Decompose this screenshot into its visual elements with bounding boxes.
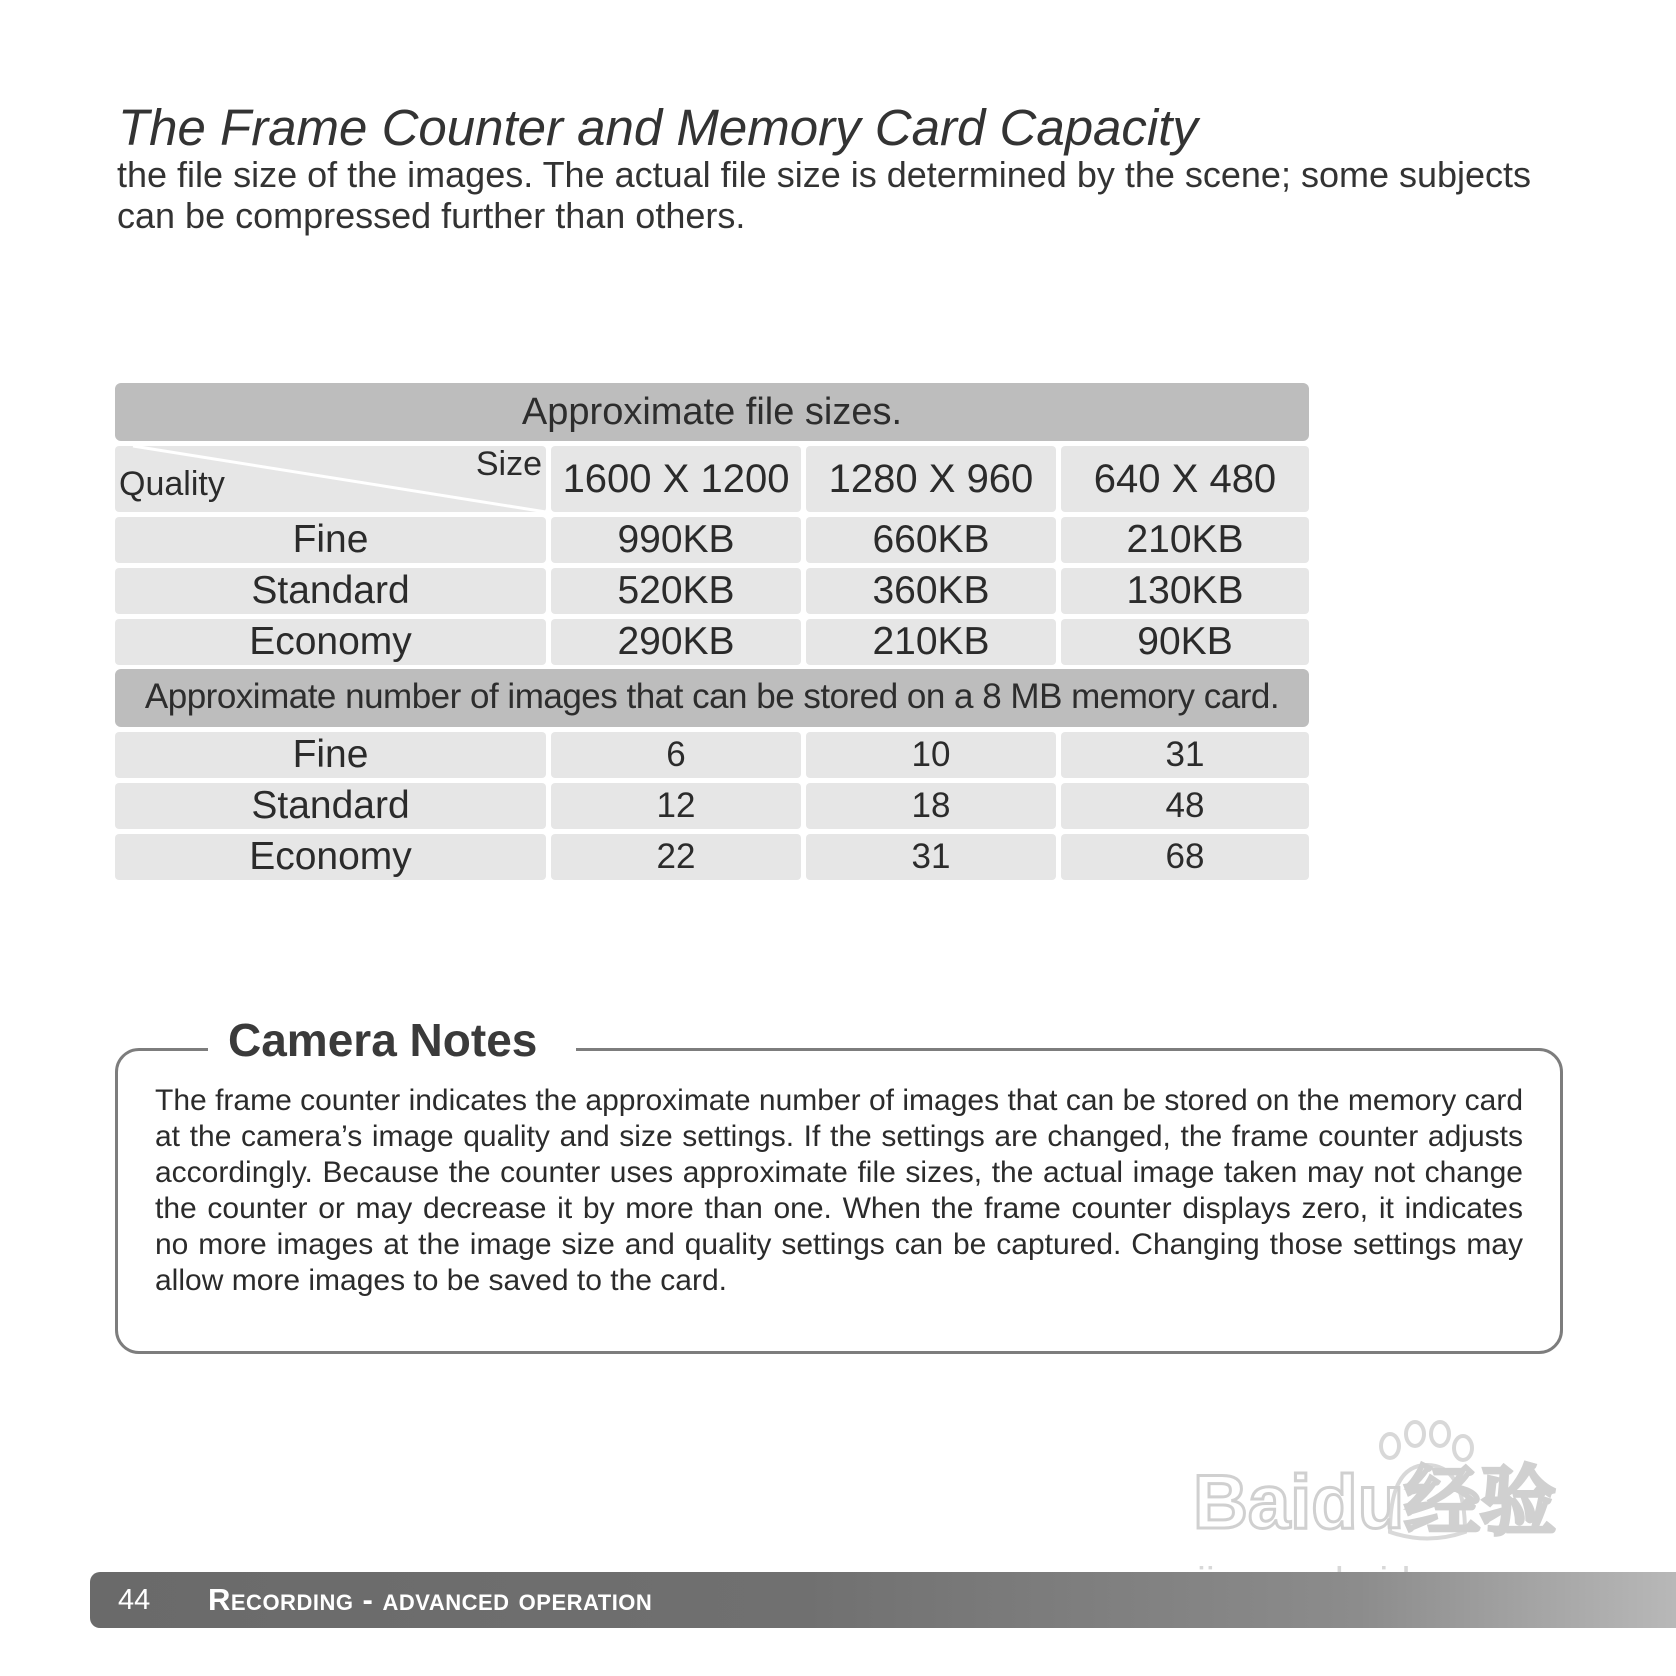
table-cell: 18	[806, 783, 1056, 829]
table-row	[115, 732, 1309, 778]
table-cell: 31	[806, 834, 1056, 880]
table-cell: 12	[551, 783, 801, 829]
quality-label: Standard	[115, 783, 546, 829]
section-title: Recording - advanced operation	[208, 1582, 653, 1617]
table-cell: 31	[1061, 732, 1309, 778]
table-cell: 290KB	[551, 619, 801, 665]
table-cell: 360KB	[806, 568, 1056, 614]
table-row	[115, 834, 1309, 880]
table-cell: 520KB	[551, 568, 801, 614]
size-axis-label: Size	[475, 445, 542, 483]
table-cell: 90KB	[1061, 619, 1309, 665]
table-row	[115, 783, 1309, 829]
table-cell: 6	[551, 732, 801, 778]
table-row	[115, 619, 1309, 665]
image-count-title-bar: Approximate number of images that can be stored on a 8 MB memory card.	[115, 669, 1309, 727]
column-header: 1280 X 960	[806, 446, 1056, 512]
table-cell: 22	[551, 834, 801, 880]
table-cell: 48	[1061, 783, 1309, 829]
camera-notes-title: Camera Notes	[228, 1014, 538, 1066]
table-cell: 130KB	[1061, 568, 1309, 614]
quality-axis-label: Quality	[119, 465, 225, 503]
table-cell: 210KB	[1061, 517, 1309, 563]
page-number: 44	[118, 1584, 151, 1616]
table-row	[115, 568, 1309, 614]
watermark-brand: Baidu经验	[1193, 1460, 1557, 1545]
page-title: The Frame Counter and Memory Card Capacity	[118, 99, 1198, 156]
column-header: 640 X 480	[1061, 446, 1309, 512]
quality-label: Economy	[115, 834, 546, 880]
quality-label: Economy	[115, 619, 546, 665]
capacity-table	[115, 383, 1309, 880]
quality-label: Fine	[115, 732, 546, 778]
table-cell: 210KB	[806, 619, 1056, 665]
intro-paragraph: the file size of the images. The actual file size is determined by the scene; some subjects can be compressed further than others.	[117, 154, 1532, 236]
quality-label: Fine	[115, 517, 546, 563]
page-footer	[90, 1572, 1676, 1628]
table-header-row	[115, 446, 1309, 512]
quality-label: Standard	[115, 568, 546, 614]
corner-header-cell	[115, 446, 546, 512]
table-cell: 68	[1061, 834, 1309, 880]
table-row	[115, 517, 1309, 563]
table-cell: 660KB	[806, 517, 1056, 563]
table-cell: 10	[806, 732, 1056, 778]
file-sizes-title-bar: Approximate file sizes.	[115, 383, 1309, 441]
table-cell: 990KB	[551, 517, 801, 563]
camera-notes-text: The frame counter indicates the approximate number of images that can be stored on the memory card at the camera’s image quality and size settings. If the settings are changed, the frame counter adjusts accordingly. Because the counter uses approximate file sizes, the actual image taken may not change the counter or may decrease it by more than one. When the frame counter displays zero, it indicates no more images at the image size and quality settings can be captured. Changing those settings may allow more images to be saved to the card.	[155, 1084, 1523, 1297]
column-header: 1600 X 1200	[551, 446, 801, 512]
